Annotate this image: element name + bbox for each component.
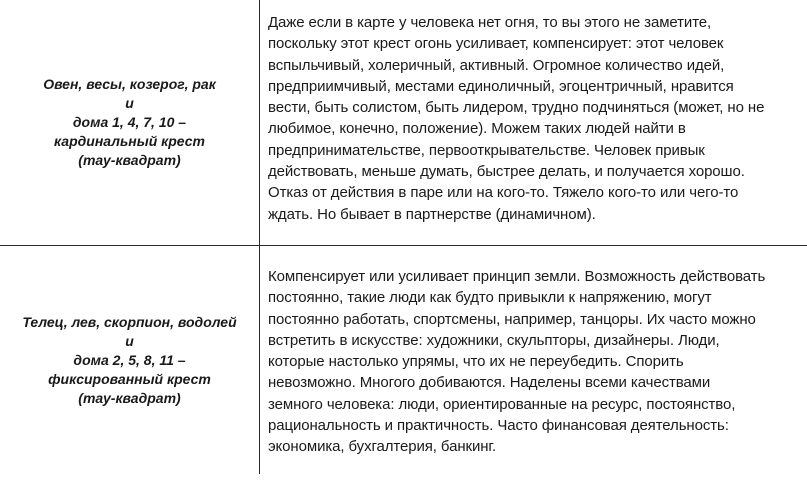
description-line: Компенсирует или усиливает принцип земли. Возможность действовать	[268, 268, 766, 285]
cross-signs: Телец, лев, скорпион, водолей	[22, 313, 237, 330]
cross-conjunction: и	[125, 332, 134, 349]
table-row	[0, 246, 807, 474]
description-line: невозможно. Многого добиваются. Наделены всеми качествами	[268, 374, 711, 392]
description-line: поскольку этот крест огонь усиливает, компенсирует: этот человек	[268, 35, 724, 53]
table-row	[0, 0, 807, 245]
cross-aspect: (тау-квадрат)	[78, 389, 181, 406]
description-line: предпринимательстве, первооткрывательстве. Человек привык	[268, 141, 705, 159]
description-line: земного человека: люди, ориентированные на ресурс, постоянство,	[268, 395, 736, 413]
description-line: рациональность и практичность. Часто финансовая деятельность:	[268, 417, 729, 435]
cross-description	[268, 12, 800, 225]
description-line: Даже если в карте у человека нет огня, то вы этого не заметите,	[268, 14, 712, 31]
cross-title	[5, 75, 255, 170]
description-line: ждать. Но бывает в партнерстве (динамичном).	[268, 205, 596, 223]
description-line: Отказ от действия в паре или на кого-то. Тяжело кого-то или чего-то	[268, 184, 739, 202]
description-line: постоянно работать, спортсмены, например, танцоры. Их часто можно	[268, 310, 756, 328]
description-line: любимое, конечно, положение). Можем таких людей найти в	[268, 120, 686, 138]
description-line: вести, быть солистом, быть лидером, трудно подчиняться (может, но не	[268, 99, 765, 117]
description-line: предприимчивый, местами единоличный, эгоцентричный, нравится	[268, 77, 734, 95]
description-line: встретить в искусстве: художники, скульпторы, дизайнеры. Люди,	[268, 331, 720, 349]
cross-name: фиксированный крест	[48, 370, 211, 387]
cross-houses: дома 2, 5, 8, 11 –	[73, 351, 186, 368]
cross-title-cell	[0, 0, 259, 245]
cross-description-cell	[268, 0, 800, 257]
description-line: экономика, бухгалтерия, банкинг.	[268, 438, 497, 456]
description-line: действовать, меньше думать, быстрее делать, и получается хорошо.	[268, 163, 745, 181]
description-line: постоянно, такие люди как будто привыкли к напряжению, могут	[268, 289, 712, 307]
cross-name: кардинальный крест	[54, 133, 205, 149]
cross-description	[268, 266, 800, 458]
description-line: вспыльчивый, холеричный, активный. Огромное количество идей,	[268, 56, 725, 74]
cross-aspect: (тау-квадрат)	[78, 152, 181, 168]
cross-description-cell	[268, 246, 800, 494]
column-divider	[259, 0, 260, 474]
cross-title-cell	[0, 246, 259, 474]
cross-houses: дома 1, 4, 7, 10 –	[72, 114, 187, 130]
description-line: которые настолько упрямы, что их не переубедить. Спорить	[268, 353, 684, 371]
cross-conjunction: и	[125, 95, 134, 111]
cross-signs: Овен, весы, козерог, рак	[43, 76, 216, 92]
cross-title	[5, 313, 255, 408]
